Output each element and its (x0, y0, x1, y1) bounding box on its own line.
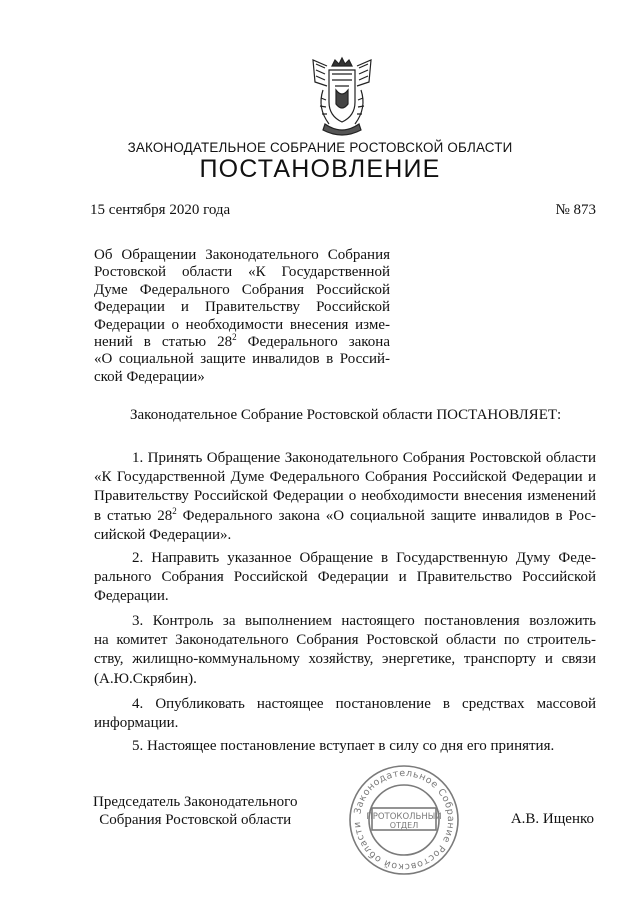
superscript: 2 (172, 505, 177, 516)
paragraph-line: (А.Ю.Скрябин). (94, 670, 197, 687)
superscript: 2 (232, 332, 237, 343)
document-date: 15 сентября 2020 года (90, 202, 231, 218)
stamp-seal-icon (348, 764, 460, 876)
paragraph-line: «К Государственной Думе Федерального Собрания Российской Федерации и (94, 469, 596, 486)
paragraph-line: информации. (94, 715, 179, 732)
subject-text: нений в статью 28 (94, 334, 233, 351)
coat-of-arms-icon (299, 56, 385, 142)
subject-line: Федерации о необходимости внесения изме- (94, 316, 390, 333)
paragraph-line: 5. Настоящее постановление вступает в силу со дня его принятия. (132, 738, 555, 754)
paragraph-5 (94, 737, 596, 756)
paragraph-line (94, 507, 596, 526)
paragraph-line: сийской Федерации». (94, 526, 232, 543)
paragraph-text: Федерального закона «О социальной защите инвалидов в Рос- (176, 507, 596, 524)
paragraph-line: 2. Направить указанное Обращение в Государственную Думу Феде- (132, 550, 596, 566)
paragraph-3 (94, 612, 596, 689)
organization-name: ЗАКОНОДАТЕЛЬНОЕ СОБРАНИЕ РОСТОВСКОЙ ОБЛАСТИ (127, 140, 513, 155)
stamp-ring-text: Законодательное Собрание Ростовской области (351, 767, 457, 873)
paragraph-line: 3. Контроль за выполнением настоящего постановления возложить (132, 613, 596, 629)
subject-text: Федерального закона (236, 334, 390, 351)
signatory-title-line: Собрания Ростовской области (99, 811, 292, 828)
subject-line: Об Обращении Законодательного Собрания (94, 247, 390, 263)
document-number: № 873 (555, 202, 596, 218)
signatory-name: А.В. Ищенко (510, 811, 594, 827)
document-type-title: ПОСТАНОВЛЕНИЕ (199, 155, 441, 183)
paragraph-text: в статью 28 (94, 507, 173, 524)
signatory-title-line: Председатель Законодательного (93, 794, 298, 810)
paragraph-line: Федерации. (94, 588, 169, 605)
preamble: Законодательное Собрание Ростовской области ПОСТАНОВЛЯЕТ: (130, 407, 562, 423)
paragraph-1 (94, 449, 596, 545)
subject-line: «О социальной защите инвалидов в Россий- (94, 351, 390, 368)
subject-line: Ростовской области «К Государственной (94, 264, 390, 281)
subject-line: Федерации и Правительству Российской (94, 299, 390, 316)
paragraph-2 (94, 549, 596, 607)
paragraph-line: Правительству Российской Федерации о необходимости внесения изменений (94, 488, 596, 505)
stamp-line-2: ОТДЕЛ (389, 821, 419, 830)
paragraph-line: ству, жилищно-коммунальному хозяйству, энергетике, транспорту и связи (94, 651, 596, 668)
paragraph-line: 4. Опубликовать настоящее постановление в средствах массовой (132, 696, 596, 712)
document-subject (94, 247, 390, 386)
paragraph-line: на комитет Законодательного Собрания Ростовской области по строитель- (94, 632, 596, 649)
paragraph-4 (94, 695, 596, 733)
paragraph-line: рального Собрания Российской Федерации и Правительство Российской (94, 569, 596, 586)
subject-line: ской Федерации» (94, 368, 205, 385)
paragraph-line: 1. Принять Обращение Законодательного Собрания Ростовской области (132, 450, 596, 466)
stamp-line-1: ПРОТОКОЛЬНЫЙ (366, 812, 442, 822)
subject-line: Думе Федерального Собрания Российской (94, 281, 390, 298)
signatory-title (93, 794, 297, 829)
subject-line (94, 334, 390, 351)
